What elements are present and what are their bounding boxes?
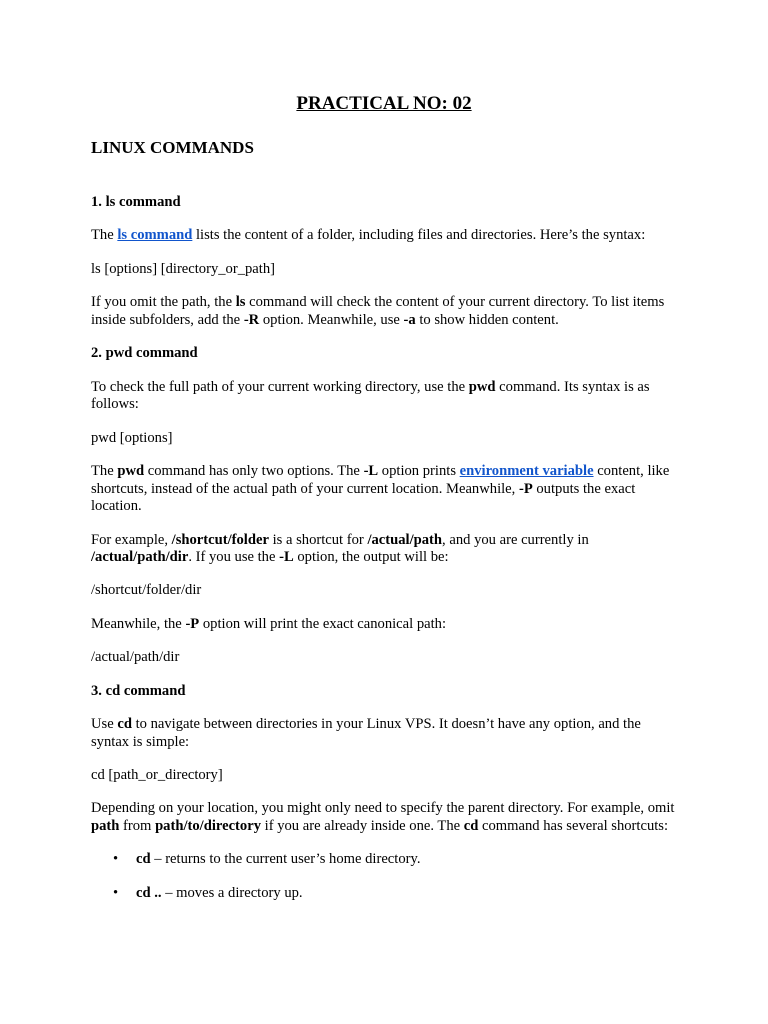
pwd-physical-paragraph: Meanwhile, the -P option will print the exact canonical path:	[91, 615, 447, 632]
ls-syntax: ls [options] [directory_or_path]	[91, 260, 275, 277]
environment-variable-link[interactable]: environment variable	[459, 462, 594, 479]
cd-shortcut-list	[91, 851, 681, 902]
section-heading-pwd: 2. pwd command	[91, 345, 198, 362]
section-heading-ls: 1. ls command	[91, 194, 181, 210]
pwd-description: To check the full path of your current working directory, use the pwd command. Its syntax is as follows:	[91, 378, 650, 413]
ls-command-link[interactable]: ls command	[117, 227, 193, 244]
bullet-icon: •	[113, 884, 119, 901]
list-item: • cd – returns to the current user’s home directory.	[113, 851, 421, 868]
pwd-syntax: pwd [options]	[91, 429, 173, 446]
pwd-output-logical: /shortcut/folder/dir	[91, 582, 202, 599]
document-body	[91, 194, 681, 918]
pwd-output-physical: /actual/path/dir	[91, 649, 180, 666]
section-heading-cd: 3. cd command	[91, 682, 186, 699]
bullet-icon: •	[113, 851, 119, 868]
pwd-options-paragraph: The pwd command has only two options. The -L option prints environment variable content, like shortcuts, instead of the actual path of your current location. Meanwhile, -P outputs the exact location.	[91, 462, 670, 515]
cd-description: Use cd to navigate between directories in your Linux VPS. It doesn’t have any option, and the syntax is simple:	[91, 716, 641, 750]
cd-syntax: cd [path_or_directory]	[91, 767, 223, 784]
ls-options-paragraph: If you omit the path, the ls command will check the content of your current directory. To list items inside subfolders, add the -R option. Meanwhile, use -a to show hidden content.	[91, 294, 665, 328]
page-subtitle: LINUX COMMANDS	[91, 138, 254, 157]
list-item: • cd .. – moves a directory up.	[113, 884, 303, 901]
ls-description: The ls command lists the content of a folder, including files and directories. Here’s the syntax:	[91, 227, 646, 244]
pwd-example-paragraph: For example, /shortcut/folder is a shortcut for /actual/path, and you are currently in /actual/path/dir. If you use the -L option, the output will be:	[91, 531, 589, 566]
cd-shortcuts-paragraph: Depending on your location, you might only need to specify the parent directory. For example, omit path from path/to/directory if you are already inside one. The cd command has several shortcuts:	[91, 800, 675, 835]
page-title: PRACTICAL NO: 02	[296, 93, 472, 114]
